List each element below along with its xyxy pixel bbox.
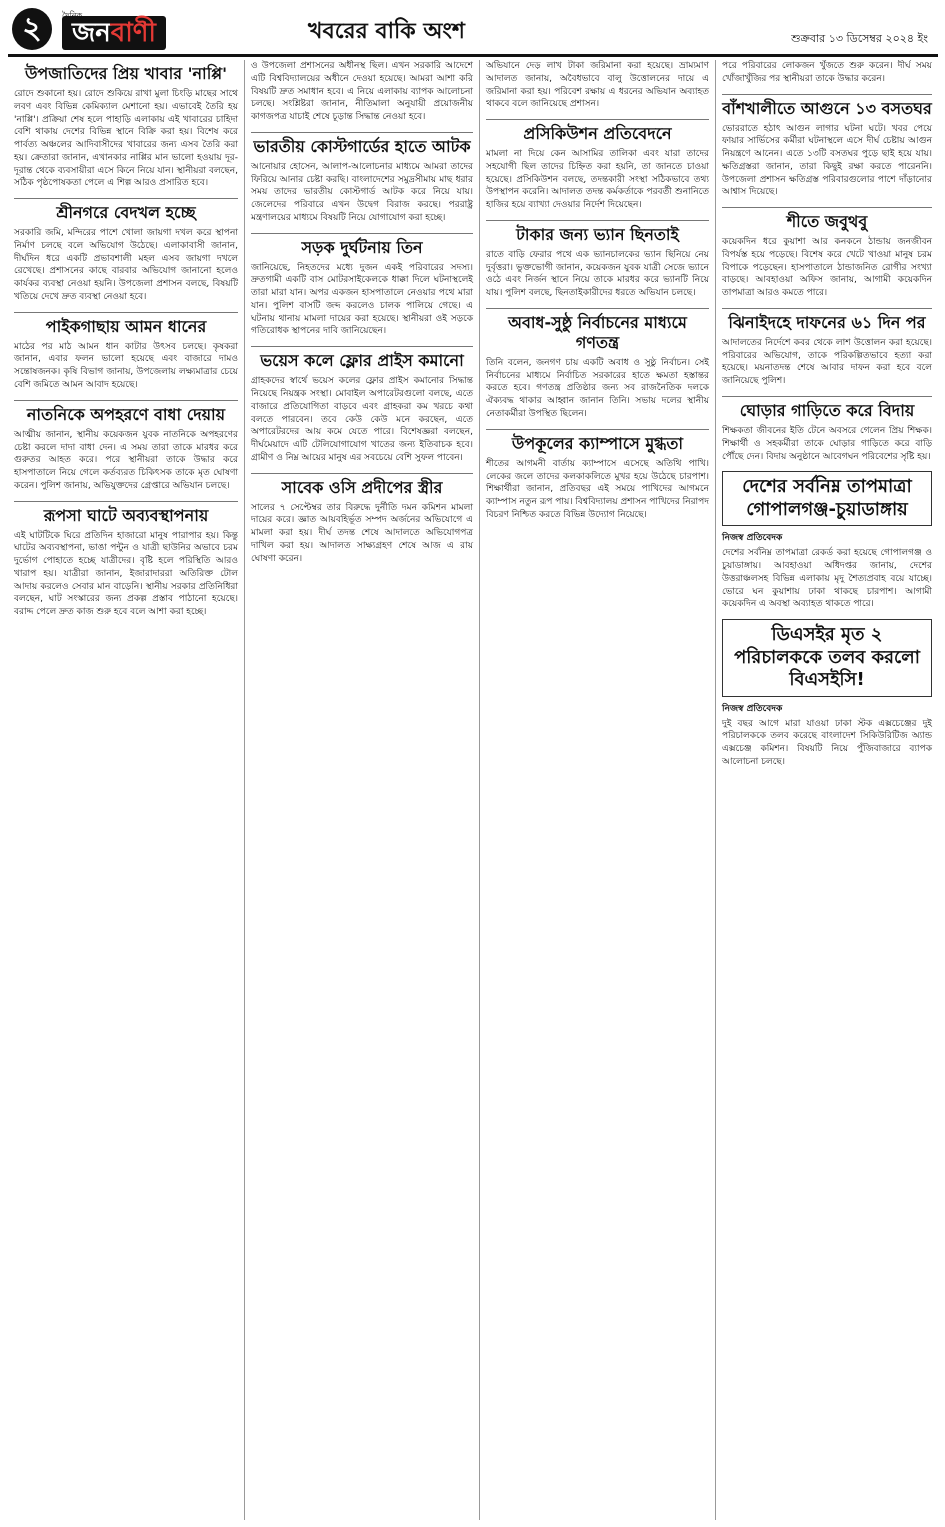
article — [486, 119, 709, 212]
article-body: মামলা না দিয়ে কেন আসামির তালিকা এবং যারা তাদের সহযোগী ছিল তাদের চিহ্নিত করা হয়নি, তা জানতে চাওয়া হয়েছে। প্রসিকিউশন বলছে, তদন্তকারী সংস্থা সঠিকভাবে তথ্য উপস্থাপন করেনি। আদালত তদন্ত কর্মকর্তাকে পরবর্তী শুনানিতে হাজির হয়ে ব্যাখ্যা দেওয়ার নির্দেশ দিয়েছেন। — [486, 149, 709, 211]
article-body: রোদে শুকানো হয়। রোদে শুকিয়ে রাখা মুলা চিংড়ি মাছের সাথে লবণ এবং বিভিন্ন কেমিক্যাল মেশানো হয়। এভাবেই তৈরি হয় 'নাপ্পি'। প্রক্রিয়া শেষ হলে পাহাড়ি এলাকায় এই খাবারের চাহিদা বেশি থাকায় দেশের বিভিন্ন স্থানে বিক্রি করা হয়। বিশেষ করে পার্বত্য অঞ্চলের আদিবাসীদের খাবারের জন্য এসব তৈরি করা হয়। ক্রেতারা জানান, এখানকার নাপ্পির মান ভালো হওয়ায় দূর-দূরান্ত থেকে ব্যবসায়ীরা এসে কিনে নিয়ে যান। স্থানীয়রা বলছেন, সঠিক পৃষ্ঠপোষকতা পেলে এ শিল্প আরও প্রসারিত হবে। — [14, 89, 238, 189]
column-1 — [8, 60, 245, 1520]
article — [251, 346, 473, 464]
article-body: আনোয়ার হোসেন, আলাপ-আলোচনার মাধ্যমে আমরা তাদের ফিরিয়ে আনার চেষ্টা করছি। বাংলাদেশের সমুদ্রসীমায় মাছ ধরার সময় তাদের ভারতীয় কোস্টগার্ড আটক করে নিয়ে যায়। জেলেদের পরিবারে এখন উদ্বেগ বিরাজ করছে। পররাষ্ট্র মন্ত্রণালয়ের মাধ্যমে বিষয়টি নিয়ে যোগাযোগ করা হচ্ছে। — [251, 161, 473, 223]
article — [486, 429, 709, 522]
article — [251, 60, 473, 124]
article — [486, 60, 709, 111]
article — [722, 207, 932, 300]
logo-text-1: জন — [72, 18, 111, 48]
article-body: কয়েকদিন ধরে কুয়াশা আর কনকনে ঠান্ডায় জনজীবন বিপর্যস্ত হয়ে পড়েছে। বিশেষ করে খেটে খাওয়া মানুষ চরম বিপাকে পড়েছেন। হাসপাতালে ঠান্ডাজনিত রোগীর সংখ্যা বাড়ছে। আবহাওয়া অফিস জানায়, আগামী কয়েকদিন তাপমাত্রা আরও কমতে পারে। — [722, 237, 932, 299]
article-headline: ডিএসইর মৃত ২ পরিচালককে তলব করলো বিএসইসি! — [722, 619, 932, 697]
article-body: আত্মীয় জানান, স্থানীয় কয়েকজন যুবক নাতনিকে অপহরণের চেষ্টা করলে দাদা বাধা দেন। এ সময় তারা তাকে মারধর করে গুরুতর আহত করে। পরে স্থানীয়রা তাকে উদ্ধার করে হাসপাতালে নিয়ে গেলে কর্তব্যরত চিকিৎসক তাকে মৃত ঘোষণা করেন। পুলিশ জানায়, অভিযুক্তদের গ্রেপ্তারে অভিযান চলছে। — [14, 429, 238, 491]
article — [486, 308, 709, 421]
article — [251, 233, 473, 339]
article-body: ও উপজেলা প্রশাসনের অধীনস্থ ছিল। এখন সরকারি আদেশে এটি বিশ্ববিদ্যালয়ের অধীনে দেওয়া হয়েছে। আমরা আশা করি বিষয়টি দ্রুত সমাধান হবে। এ নিয়ে এলাকায় ব্যাপক আলোচনা চলছে। সংশ্লিষ্টরা জানান, নীতিমালা অনুযায়ী প্রয়োজনীয় কাগজপত্র যাচাই শেষে চূড়ান্ত সিদ্ধান্ত নেওয়া হবে। — [251, 61, 473, 123]
article-headline: ভয়েস কলে ফ্লোর প্রাইস কমানো — [251, 346, 473, 371]
article-body: রাতে বাড়ি ফেরার পথে এক ভ্যানচালকের ভ্যান ছিনিয়ে নেয় দুর্বৃত্তরা। ভুক্তভোগী জানান, কয়েকজন যুবক যাত্রী সেজে ভ্যানে ওঠে এবং নির্জন স্থানে নিয়ে তাকে মারধর করে ভ্যানটি নিয়ে যায়। পুলিশ বলছে, ছিনতাইকারীদের ধরতে অভিযান চলছে। — [486, 249, 709, 299]
article — [14, 400, 238, 493]
article — [14, 198, 238, 304]
article — [251, 473, 473, 566]
article-headline: প্রসিকিউশন প্রতিবেদনে — [486, 119, 709, 144]
article-headline: শীতে জবুথবু — [722, 207, 932, 232]
article-body: আদালতের নির্দেশে কবর থেকে লাশ উত্তোলন করা হয়েছে। পরিবারের অভিযোগ, তাকে পরিকল্পিতভাবে হত্যা করা হয়েছে। ময়নাতদন্ত শেষে আবার দাফন করা হবে বলে জানিয়েছে পুলিশ। — [722, 337, 932, 387]
article-body: ভোররাতে হঠাৎ আগুন লাগার ঘটনা ঘটে। খবর পেয়ে ফায়ার সার্ভিসের কর্মীরা ঘটনাস্থলে এসে দীর্ঘ চেষ্টায় আগুন নিয়ন্ত্রণে আনেন। এতে ১৩টি বসতঘর পুড়ে ছাই হয়ে যায়। ক্ষতিগ্রস্তরা জানান, তারা কিছুই রক্ষা করতে পারেননি। উপজেলা প্রশাসন ক্ষতিগ্রস্ত পরিবারগুলোর পাশে দাঁড়ানোর আশ্বাস দিয়েছে। — [722, 123, 932, 198]
column-3 — [480, 60, 716, 1520]
article-body: গ্রাহকদের স্বার্থে ভয়েস কলের ফ্লোর প্রাইস কমানোর সিদ্ধান্ত নিয়েছে নিয়ন্ত্রক সংস্থা। মোবাইল অপারেটরগুলো বলছে, এতে বাজারে প্রতিযোগিতা বাড়বে এবং গ্রাহকরা কম খরচে কথা বলতে পারবেন। তবে কেউ কেউ মনে করছেন, এতে অপারেটরদের আয় কমে যেতে পারে। বিশেষজ্ঞরা বলছেন, দীর্ঘমেয়াদে এটি টেলিযোগাযোগ খাতের জন্য ইতিবাচক হবে। গ্রামীণ ও নিম্ন আয়ের মানুষ এর সবচেয়ে বেশি সুফল পাবেন। — [251, 376, 473, 463]
article-body: তিনি বলেন, জনগণ চায় একটি অবাধ ও সুষ্ঠু নির্বাচন। সেই নির্বাচনের মাধ্যমে নির্বাচিত সরকারের হাতে ক্ষমতা হস্তান্তর করতে হবে। গণতন্ত্র প্রতিষ্ঠার জন্য সব রাজনৈতিক দলকে ঐক্যবদ্ধ থাকার আহ্বান জানান তিনি। সভায় দলের স্থানীয় নেতাকর্মীরা উপস্থিত ছিলেন। — [486, 357, 709, 420]
article-headline: উপজাতিদের প্রিয় খাবার 'নাপ্পি' — [24, 64, 228, 83]
article-headline: টাকার জন্য ভ্যান ছিনতাই — [486, 220, 709, 245]
article-headline: ঘোড়ার গাড়িতে করে বিদায় — [722, 396, 932, 421]
logo-text-2: বাণী — [110, 18, 156, 48]
article — [722, 308, 932, 388]
article-body: এই ঘাটটিকে ঘিরে প্রতিদিন হাজারো মানুষ পারাপার হয়। কিন্তু ঘাটের অব্যবস্থাপনা, ভাঙা পন্টুন ও যাত্রী ছাউনির অভাবে চরম দুর্ভোগ পোহাতে হচ্ছে যাত্রীদের। বৃষ্টি হলে পরিস্থিতি আরও খারাপ হয়। যাত্রীরা জানান, ইজারাদাররা অতিরিক্ত টোল আদায় করলেও সেবার মান বাড়েনি। স্থানীয় সরকার প্রতিনিধিরা বলছেন, ঘাট সংস্কারের জন্য প্রকল্প প্রস্তাব পাঠানো হয়েছে। বরাদ্দ পেলে দ্রুত কাজ শুরু হবে বলে আশা করা হচ্ছে। — [14, 530, 238, 618]
article-body: পরে পরিবারের লোকজন খুঁজতে শুরু করেন। দীর্ঘ সময় খোঁজাখুঁজির পর স্থানীয়রা তাকে উদ্ধার করেন। — [722, 61, 932, 84]
article-byline: নিজস্ব প্রতিবেদক — [722, 703, 783, 714]
article-byline: নিজস্ব প্রতিবেদক — [722, 533, 783, 544]
article — [722, 471, 932, 611]
article — [486, 220, 709, 300]
article — [251, 132, 473, 225]
column-2 — [245, 60, 480, 1520]
article-headline: অবাধ-সুষ্ঠু নির্বাচনের মাধ্যমে গণতন্ত্র — [486, 308, 709, 353]
article-body: শিক্ষকতা জীবনের ইতি টেনে অবসরে গেলেন প্রিয় শিক্ষক। শিক্ষার্থী ও সহকর্মীরা তাকে ঘোড়ার গাড়িতে করে বাড়ি পৌঁছে দেন। বিদায় অনুষ্ঠানে আবেগঘন পরিবেশের সৃষ্টি হয়। — [722, 426, 932, 462]
article-headline: সাবেক ওসি প্রদীপের স্ত্রীর — [251, 473, 473, 498]
article-headline: বাঁশখালীতে আগুনে ১৩ বসতঘর — [722, 94, 932, 119]
article-body: অভিযানে দেড় লাখ টাকা জরিমানা করা হয়েছে। ভ্রাম্যমাণ আদালত জানায়, অবৈধভাবে বালু উত্তোলনের দায়ে এ জরিমানা করা হয়। পরিবেশ রক্ষায় এ ধরনের অভিযান অব্যাহত থাকবে বলে জানিয়েছে প্রশাসন। — [486, 61, 709, 110]
article-body: দেশের সর্বনিম্ন তাপমাত্রা রেকর্ড করা হয়েছে গোপালগঞ্জ ও চুয়াডাঙ্গায়। আবহাওয়া অধিদপ্তর জানায়, দেশের উত্তরাঞ্চলসহ বিভিন্ন এলাকায় মৃদু শৈত্যপ্রবাহ বয়ে যাচ্ছে। ভোরে ঘন কুয়াশায় ঢাকা থাকছে চারপাশ। আগামী কয়েকদিন এ অবস্থা অব্যাহত থাকতে পারে। — [722, 548, 932, 610]
article-body: সরকারি জমি, মন্দিরের পাশে খোলা জায়গা দখল করে স্থাপনা নির্মাণ চলছে বলে অভিযোগ উঠেছে। এলাকাবাসী জানান, দীর্ঘদিন ধরে একটি প্রভাবশালী মহল এসব জায়গা দখলে রেখেছে। প্রশাসনের কাছে বারবার অভিযোগ জানানো হলেও কার্যকর ব্যবস্থা নেওয়া হয়নি। উপজেলা প্রশাসন বলছে, বিষয়টি খতিয়ে দেখে দ্রুত ব্যবস্থা নেওয়া হবে। — [14, 228, 238, 302]
article-headline: সড়ক দুর্ঘটনায় তিন — [251, 233, 473, 258]
article-body: সালের ৭ সেপ্টেম্বর তার বিরুদ্ধে দুর্নীতি দমন কমিশন মামলা দায়ের করে। জ্ঞাত আয়বহির্ভূত সম্পদ অর্জনের অভিযোগে এ মামলা করা হয়। দীর্ঘ তদন্ত শেষে আদালতে অভিযোগপত্র দাখিল করা হয়। আদালত সাক্ষ্যগ্রহণ শেষে আজ এ রায় ঘোষণা করেন। — [251, 502, 473, 564]
article-headline: শ্রীনগরে বেদখল হচ্ছে — [14, 198, 238, 223]
article — [722, 396, 932, 463]
column-4 — [716, 60, 938, 1520]
dateline: শুক্রবার ১৩ ডিসেম্বর ২০২৪ ইং — [791, 32, 928, 45]
article-headline: উপকূলের ক্যাম্পাসে মুগ্ধতা — [486, 429, 709, 454]
article-body: মাঠের পর মাঠ আমন ধান কাটার উৎসব চলছে। কৃষকরা জানান, এবার ফলন ভালো হয়েছে এবং বাজারে দামও সন্তোষজনক। কৃষি বিভাগ জানায়, উপজেলায় লক্ষ্যমাত্রার চেয়ে বেশি জমিতে আমন আবাদ হয়েছে। — [14, 341, 238, 391]
newspaper-logo — [62, 16, 166, 50]
article-body: শীতের আগমনী বার্তায় ক্যাম্পাসে এসেছে অতিথি পাখি। লেকের জলে তাদের কলকাকলিতে মুখর হয়ে উঠেছে চারপাশ। শিক্ষার্থীরা জানান, প্রতিবছর এই সময়ে পাখিদের আগমনে ক্যাম্পাস নতুন রূপ পায়। বিশ্ববিদ্যালয় প্রশাসন পাখিদের নিরাপদ বিচরণ নিশ্চিত করতে বিভিন্ন উদ্যোগ নিয়েছে। — [486, 458, 709, 520]
article-headline: পাইকগাছায় আমন ধানের — [14, 312, 238, 337]
article — [722, 60, 932, 86]
article-body: দুই বছর আগে মারা যাওয়া ঢাকা স্টক এক্সচেঞ্জের দুই পরিচালককে তলব করেছে বাংলাদেশ সিকিউরিটিজ অ্যান্ড এক্সচেঞ্জ কমিশন। বিষয়টি নিয়ে পুঁজিবাজারে ব্যাপক আলোচনা চলছে। — [722, 718, 932, 767]
article-headline: রূপসা ঘাটে অব্যবস্থাপনায় — [14, 501, 238, 526]
article — [14, 64, 238, 190]
article — [14, 501, 238, 619]
page-number-badge: ২ — [12, 8, 52, 50]
masthead — [8, 6, 938, 57]
article — [14, 312, 238, 392]
article-headline: নাতনিকে অপহরণে বাধা দেয়ায় — [14, 400, 238, 425]
section-title: খবরের বাকি অংশ — [308, 19, 465, 44]
article-headline: ভারতীয় কোস্টগার্ডের হাতে আটক — [251, 132, 473, 157]
article-headline: ঝিনাইদহে দাফনের ৬১ দিন পর — [722, 308, 932, 333]
article — [722, 619, 932, 769]
article-headline: দেশের সর্বনিম্ন তাপমাত্রা গোপালগঞ্জ-চুয়াডাঙ্গায় — [722, 471, 932, 526]
article — [722, 94, 932, 200]
article-body: জানিয়েছে, নিহতদের মধ্যে দুজন একই পরিবারের সদস্য। দ্রুতগামী একটি বাস মোটরসাইকেলকে ধাক্কা দিলে ঘটনাস্থলেই তারা মারা যান। অপর একজন হাসপাতালে নেওয়ার পথে মারা যান। পুলিশ বাসটি জব্দ করলেও চালক পালিয়ে গেছে। এ ঘটনায় থানায় মামলা দায়ের করা হয়েছে। স্থানীয়রা ওই সড়কে গতিরোধক স্থাপনের দাবি জানিয়েছেন। — [251, 262, 473, 337]
